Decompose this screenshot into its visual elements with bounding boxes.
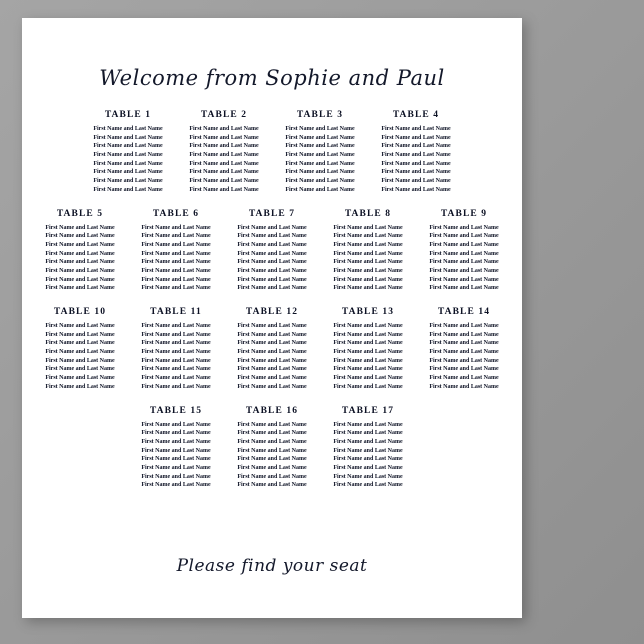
guest-name: First Name and Last Name [381,160,451,167]
guest-name: First Name and Last Name [93,160,163,167]
table-block [32,209,128,294]
guest-name: First Name and Last Name [333,233,403,240]
guest-name: First Name and Last Name [189,169,259,176]
guest-name: First Name and Last Name [141,482,211,489]
guest-name: First Name and Last Name [141,430,211,437]
guest-name: First Name and Last Name [45,233,115,240]
guest-name: First Name and Last Name [237,366,307,373]
guest-name: First Name and Last Name [237,375,307,382]
guest-name: First Name and Last Name [333,285,403,292]
guest-name: First Name and Last Name [333,241,403,248]
table-block [128,406,224,491]
guest-name: First Name and Last Name [141,340,211,347]
table-block [320,406,416,491]
guest-name: First Name and Last Name [93,126,163,132]
guest-name: First Name and Last Name [333,473,403,480]
guest-name: First Name and Last Name [189,178,259,185]
guest-name: First Name and Last Name [429,323,499,329]
guest-name: First Name and Last Name [381,178,451,185]
guest-name: First Name and Last Name [333,456,403,463]
guest-name: First Name and Last Name [381,143,451,150]
guest-name: First Name and Last Name [141,438,211,445]
guest-name: First Name and Last Name [381,186,451,193]
table-title: TABLE 7 [248,208,296,219]
table-title: TABLE 12 [245,307,299,317]
table-block [320,209,416,294]
guest-name: First Name and Last Name [285,143,355,150]
guest-name: First Name and Last Name [45,349,115,356]
guest-name: First Name and Last Name [141,276,211,283]
guest-name: First Name and Last Name [45,331,115,338]
table-block [416,209,512,294]
guest-name: First Name and Last Name [237,250,307,257]
table-title: TABLE 17 [341,405,395,416]
poster-footer-text: Please find your seat [176,556,368,576]
table-block [128,209,224,294]
guest-name: First Name and Last Name [285,152,355,159]
guest-name: First Name and Last Name [189,126,259,132]
guest-name: First Name and Last Name [93,134,163,141]
table-rows-container [22,110,522,504]
guest-name: First Name and Last Name [429,285,499,292]
guest-name: First Name and Last Name [45,383,115,390]
guest-name: First Name and Last Name [237,323,307,329]
guest-name: First Name and Last Name [45,375,115,382]
guest-name: First Name and Last Name [429,349,499,356]
guest-name: First Name and Last Name [189,186,259,193]
guest-name: First Name and Last Name [189,134,259,141]
table-title: TABLE 13 [341,307,395,317]
guest-name: First Name and Last Name [237,259,307,266]
seating-chart-poster [22,18,522,618]
guest-name: First Name and Last Name [285,134,355,141]
table-title: TABLE 14 [437,307,491,317]
guest-name: First Name and Last Name [141,250,211,257]
guest-name: First Name and Last Name [45,285,115,292]
guest-name: First Name and Last Name [333,383,403,390]
guest-name: First Name and Last Name [141,241,211,248]
table-row [22,406,522,491]
guest-name: First Name and Last Name [333,349,403,356]
guest-name: First Name and Last Name [237,421,307,428]
guest-name: First Name and Last Name [429,250,499,257]
guest-name: First Name and Last Name [141,331,211,338]
table-title: TABLE 5 [56,208,104,219]
table-block [128,307,224,392]
guest-name: First Name and Last Name [381,152,451,159]
table-block [416,307,512,392]
table-title: TABLE 9 [440,208,488,219]
guest-name: First Name and Last Name [141,224,211,231]
guest-name: First Name and Last Name [237,473,307,480]
guest-name: First Name and Last Name [45,366,115,373]
guest-name: First Name and Last Name [141,421,211,428]
guest-name: First Name and Last Name [237,276,307,283]
table-title: TABLE 3 [296,110,344,120]
guest-name: First Name and Last Name [141,285,211,292]
guest-name: First Name and Last Name [285,160,355,167]
guest-name: First Name and Last Name [141,473,211,480]
table-block [224,209,320,294]
guest-name: First Name and Last Name [333,276,403,283]
guest-name: First Name and Last Name [429,375,499,382]
guest-name: First Name and Last Name [45,340,115,347]
guest-name: First Name and Last Name [237,349,307,356]
guest-name: First Name and Last Name [333,464,403,471]
table-block [272,110,368,195]
poster-headline: Welcome from Sophie and Paul [99,66,445,90]
guest-name: First Name and Last Name [141,456,211,463]
guest-name: First Name and Last Name [429,276,499,283]
guest-name: First Name and Last Name [333,375,403,382]
guest-name: First Name and Last Name [237,285,307,292]
guest-name: First Name and Last Name [333,267,403,274]
guest-name: First Name and Last Name [333,438,403,445]
table-row [22,307,522,392]
guest-name: First Name and Last Name [429,233,499,240]
guest-name: First Name and Last Name [285,178,355,185]
guest-name: First Name and Last Name [429,357,499,364]
guest-name: First Name and Last Name [237,430,307,437]
table-title: TABLE 8 [344,208,392,219]
table-block [320,307,416,392]
guest-name: First Name and Last Name [141,267,211,274]
guest-name: First Name and Last Name [333,323,403,329]
guest-name: First Name and Last Name [333,447,403,454]
guest-name: First Name and Last Name [333,430,403,437]
guest-name: First Name and Last Name [189,152,259,159]
guest-name: First Name and Last Name [45,250,115,257]
guest-name: First Name and Last Name [333,331,403,338]
table-title: TABLE 1 [104,110,152,120]
table-title: TABLE 2 [200,110,248,120]
guest-name: First Name and Last Name [45,357,115,364]
guest-name: First Name and Last Name [285,126,355,132]
guest-name: First Name and Last Name [237,383,307,390]
guest-name: First Name and Last Name [381,126,451,132]
guest-name: First Name and Last Name [93,143,163,150]
guest-name: First Name and Last Name [189,143,259,150]
table-block [224,307,320,392]
guest-name: First Name and Last Name [285,169,355,176]
guest-name: First Name and Last Name [237,241,307,248]
guest-name: First Name and Last Name [141,259,211,266]
guest-name: First Name and Last Name [237,447,307,454]
guest-name: First Name and Last Name [429,224,499,231]
table-title: TABLE 4 [392,110,440,120]
guest-name: First Name and Last Name [381,169,451,176]
table-row [22,209,522,294]
guest-name: First Name and Last Name [429,267,499,274]
table-title: TABLE 6 [152,208,200,219]
guest-name: First Name and Last Name [237,456,307,463]
guest-name: First Name and Last Name [333,357,403,364]
guest-name: First Name and Last Name [333,421,403,428]
guest-name: First Name and Last Name [429,366,499,373]
guest-name: First Name and Last Name [93,186,163,193]
guest-name: First Name and Last Name [141,383,211,390]
guest-name: First Name and Last Name [141,349,211,356]
table-title: TABLE 10 [53,307,107,317]
guest-name: First Name and Last Name [333,366,403,373]
guest-name: First Name and Last Name [429,383,499,390]
guest-name: First Name and Last Name [45,259,115,266]
guest-name: First Name and Last Name [45,241,115,248]
table-block [176,110,272,195]
guest-name: First Name and Last Name [429,331,499,338]
table-block [80,110,176,195]
guest-name: First Name and Last Name [237,340,307,347]
guest-name: First Name and Last Name [45,224,115,231]
guest-name: First Name and Last Name [141,323,211,329]
guest-name: First Name and Last Name [237,224,307,231]
guest-name: First Name and Last Name [333,259,403,266]
guest-name: First Name and Last Name [141,464,211,471]
guest-name: First Name and Last Name [237,357,307,364]
guest-name: First Name and Last Name [93,152,163,159]
guest-name: First Name and Last Name [141,375,211,382]
table-title: TABLE 15 [149,405,203,416]
guest-name: First Name and Last Name [141,447,211,454]
table-block [32,307,128,392]
guest-name: First Name and Last Name [189,160,259,167]
poster-content [22,18,522,618]
guest-name: First Name and Last Name [429,340,499,347]
guest-name: First Name and Last Name [237,464,307,471]
table-title: TABLE 16 [245,405,299,416]
guest-name: First Name and Last Name [237,482,307,489]
guest-name: First Name and Last Name [237,233,307,240]
guest-name: First Name and Last Name [333,224,403,231]
table-block [224,406,320,491]
guest-name: First Name and Last Name [333,250,403,257]
table-block [368,110,464,195]
table-row [22,110,522,195]
guest-name: First Name and Last Name [93,178,163,185]
guest-name: First Name and Last Name [429,259,499,266]
guest-name: First Name and Last Name [429,241,499,248]
table-title: TABLE 11 [150,307,202,317]
guest-name: First Name and Last Name [141,233,211,240]
guest-name: First Name and Last Name [237,331,307,338]
guest-name: First Name and Last Name [45,323,115,329]
guest-name: First Name and Last Name [333,340,403,347]
guest-name: First Name and Last Name [285,186,355,193]
guest-name: First Name and Last Name [237,438,307,445]
guest-name: First Name and Last Name [141,366,211,373]
guest-name: First Name and Last Name [381,134,451,141]
guest-name: First Name and Last Name [333,482,403,489]
guest-name: First Name and Last Name [237,267,307,274]
guest-name: First Name and Last Name [45,267,115,274]
guest-name: First Name and Last Name [93,169,163,176]
guest-name: First Name and Last Name [45,276,115,283]
guest-name: First Name and Last Name [141,357,211,364]
